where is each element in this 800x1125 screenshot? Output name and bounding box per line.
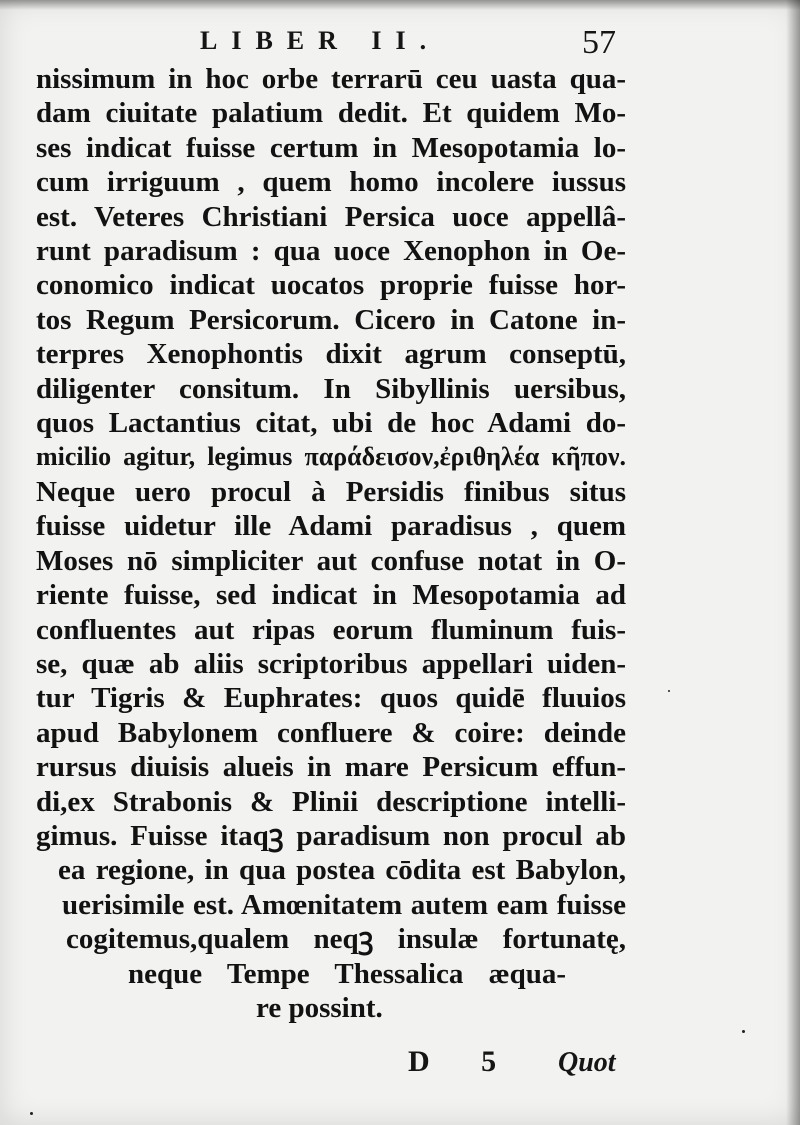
- text-line: quos Lactantius citat, ubi de hoc Adami do-: [36, 407, 626, 440]
- text-line: fuisse uidetur ille Adami paradisus , quem: [36, 510, 626, 543]
- catchword: Quot: [558, 1047, 616, 1078]
- page-edge-shadow-right: [786, 0, 800, 1125]
- text-line: rursus diuisis alueis in mare Persicum effun-: [36, 751, 626, 784]
- page-edge-shadow-top: [0, 0, 800, 10]
- text-line: uerisimile est. Amœnitatem autem eam fuisse: [62, 888, 626, 921]
- text-line: neque Tempe Thessalica æqua-: [128, 957, 566, 990]
- text-line: confluentes aut ripas eorum fluminum fuis-: [36, 613, 626, 646]
- paper-speck: [30, 1112, 33, 1115]
- text-line-with-greek: micilio agitur, legimus παράδεισον,ἐριθηλέα κῆπον.: [36, 442, 626, 472]
- text-line: apud Babylonem confluere & coire: deinde: [36, 716, 626, 749]
- text-line: re possint.: [256, 991, 383, 1024]
- running-title: LIBER II.: [200, 26, 441, 55]
- text-line: tos Regum Persicorum. Cicero in Catone in-: [36, 303, 626, 336]
- page-number: 57: [582, 24, 616, 61]
- signature-mark: D 5: [408, 1045, 519, 1078]
- text-line: tur Tigris & Euphrates: quos quidē fluuios: [36, 682, 626, 715]
- text-line: est. Veteres Christiani Persica uoce appellâ-: [36, 200, 626, 233]
- text-line: cogitemus,qualem neqꝫ insulæ fortunatę,: [66, 923, 626, 956]
- text-line: Neque uero procul à Persidis finibus situs: [36, 475, 626, 508]
- text-line: Moses nō simpliciter aut confuse notat in O-: [36, 544, 626, 577]
- text-line: cum irriguum , quem homo incolere iussus: [36, 166, 626, 199]
- text-line: nissimum in hoc orbe terrarū ceu uasta qua-: [36, 63, 626, 95]
- text-line: dam ciuitate palatium dedit. Et quidem Mo-: [36, 97, 626, 130]
- paper-speck: [668, 690, 670, 692]
- paper-speck: [742, 1030, 745, 1033]
- text-line: riente fuisse, sed indicat in Mesopotamia ad: [36, 579, 626, 612]
- text-line: gimus. Fuisse itaqꝫ paradisum non procul ab: [36, 819, 626, 852]
- text-line: ses indicat fuisse certum in Mesopotamia lo-: [36, 131, 626, 164]
- text-line: runt paradisum : qua uoce Xenophon in Oe-: [36, 235, 626, 268]
- text-line: conomico indicat uocatos proprie fuisse hor-: [36, 269, 626, 302]
- text-line: ea regione, in qua postea cōdita est Babylon,: [58, 854, 626, 887]
- text-line: se, quæ ab aliis scriptoribus appellari uiden-: [36, 647, 626, 680]
- text-line: diligenter consitum. In Sibyllinis uersibus,: [36, 372, 626, 405]
- body-text: [36, 62, 626, 1025]
- text-line: di,ex Strabonis & Plinii descriptione intelli-: [36, 785, 626, 818]
- text-line: terpres Xenophontis dixit agrum conseptū,: [36, 338, 626, 371]
